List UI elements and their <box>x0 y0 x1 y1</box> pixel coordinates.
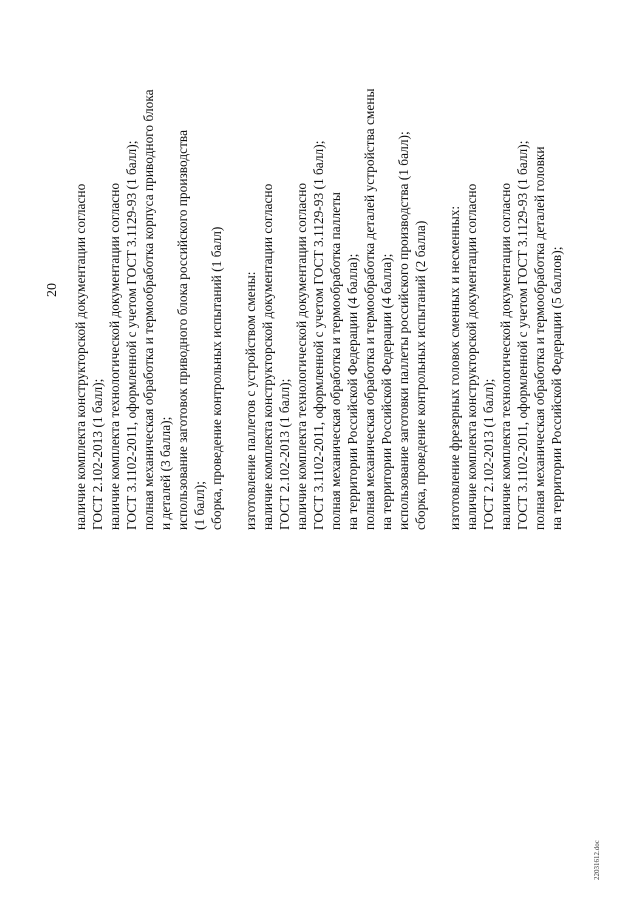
text-line: изготовление паллетов с устройством смены: <box>243 271 258 530</box>
text-line: наличие комплекта конструкторской документации согласно <box>73 183 88 530</box>
text-line: ГОСТ 3.1102-2011, оформленной с учетом ГОСТ 3.1129-93 (1 балл); <box>124 140 139 530</box>
paragraph <box>72 0 225 530</box>
text-line: полная механическая обработка и термообработка паллеты <box>328 192 343 530</box>
paragraph-gap <box>225 0 242 530</box>
text-line: ГОСТ 3.1102-2011, оформленной с учетом ГОСТ 3.1129-93 (1 балл); <box>515 140 530 530</box>
text-line: ГОСТ 2.102-2013 (1 балл); <box>90 378 105 530</box>
text-line: на территории Российской Федерации (4 балла); <box>379 253 394 530</box>
text-line: сборка, проведение контрольных испытаний (2 балла) <box>413 220 428 530</box>
text-line: наличие комплекта конструкторской документации согласно <box>260 183 275 530</box>
text-line: ГОСТ 3.1102-2011, оформленной с учетом ГОСТ 3.1129-93 (1 балл); <box>311 140 326 530</box>
text-line: и деталей (3 балла); <box>158 416 173 530</box>
text-line: наличие комплекта технологической документации согласно <box>498 182 513 530</box>
rotated-text-block <box>45 0 564 530</box>
text-line: ГОСТ 2.102-2013 (1 балл); <box>481 378 496 530</box>
text-line: наличие комплекта конструкторской документации согласно <box>464 183 479 530</box>
paragraph <box>446 0 565 530</box>
page-number: 20 <box>45 283 60 297</box>
text-line: наличие комплекта технологической документации согласно <box>294 182 309 530</box>
document-body <box>72 0 565 530</box>
text-line: на территории Российской Федерации (5 баллов); <box>549 246 564 530</box>
text-line: полная механическая обработка и термообработка деталей головки <box>532 146 547 530</box>
text-line: полная механическая обработка и термообработка деталей устройства смены <box>362 88 377 530</box>
text-line: изготовление фрезерных головок сменных и несменных: <box>447 205 462 530</box>
paragraph <box>242 0 429 530</box>
text-line: сборка, проведение контрольных испытаний (1 балл) <box>209 226 224 530</box>
footer-filename: 22031612.doc <box>593 840 601 880</box>
paragraph-gap <box>429 0 446 530</box>
text-line: (1 балл); <box>192 481 207 530</box>
text-line: полная механическая обработка и термообработка корпуса приводного блока <box>141 89 156 530</box>
text-line: использование заготовки паллеты российского производства (1 балл); <box>396 131 411 530</box>
text-line: использование заготовок приводного блока российского производства <box>175 129 190 530</box>
text-line: наличие комплекта технологической документации согласно <box>107 182 122 530</box>
text-line: на территории Российской Федерации (4 балла); <box>345 253 360 530</box>
text-line: ГОСТ 2.102-2013 (1 балл); <box>277 378 292 530</box>
